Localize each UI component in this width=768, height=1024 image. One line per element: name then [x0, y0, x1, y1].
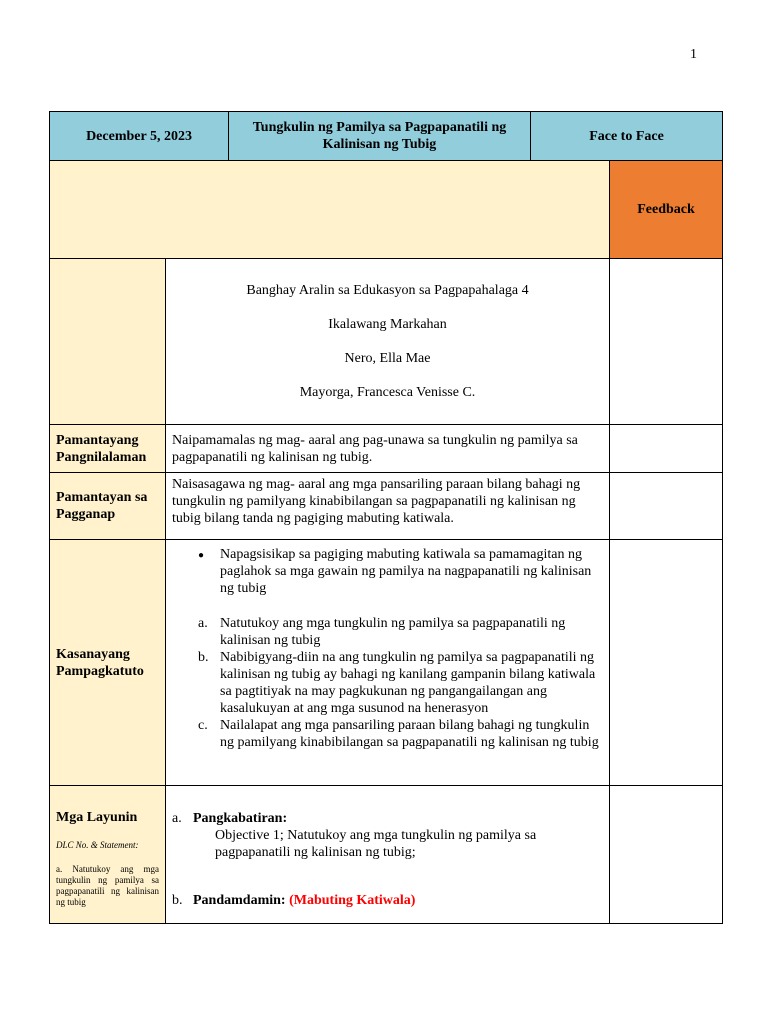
modality-cell: Face to Face [531, 112, 723, 161]
content-standard-text: Naipamamalas ng mag- aaral ang pag-unawa sa tungkulin ng pamilya sa pagpapanatili ng kalinisan ng tubig. [166, 425, 610, 473]
competency-item-list [172, 615, 603, 751]
competency-item-text: Nailalapat ang mga pansariling paraan bilang bahagi ng tungkulin ng pamilyang kinabibilangan sa pagpapanatili ng kalinisan ng tubig [220, 718, 599, 750]
feedback-row [50, 161, 723, 259]
performance-standard-text: Naisasagawa ng mag- aaral ang mga pansariling paraan bilang bahagi ng tungkulin ng pamilyang kinabibilangan sa pagpapanatili ng kalinisan ng tubig bilang tanda ng pagiging mabuting katiwala. [166, 473, 610, 540]
objective-b-highlight: (Mabuting Katiwala) [289, 893, 416, 908]
competency-item-marker: c. [198, 718, 208, 733]
objective-a-body: Objective 1; Natutukoy ang mga tungkulin ng pamilya sa pagpapanatili ng kalinisan ng tubig; [215, 828, 537, 860]
feedback-cell [610, 786, 723, 924]
topic-title: Tungkulin ng Pamilya sa Pagpapanatili ng Kalinisan ng Tubig [252, 120, 507, 152]
competency-item-text: Natutukoy ang mga tungkulin ng pamilya sa pagpapanatili ng kalinisan ng tubig [220, 616, 566, 648]
competency-label: Kasanayang Pampagkatuto [50, 540, 166, 786]
feedback-cell [610, 473, 723, 540]
competency-item-marker: b. [198, 650, 209, 665]
objectives-row [50, 786, 723, 924]
objective-a [166, 810, 609, 827]
competency-row [50, 540, 723, 786]
author-name-2: Mayorga, Francesca Venisse C. [299, 384, 476, 400]
feedback-cell [610, 425, 723, 473]
feedback-spacer [50, 161, 610, 259]
performance-standard-row [50, 473, 723, 540]
intro-row [50, 259, 723, 425]
performance-standard-label: Pamantayan sa Pagganap [50, 473, 166, 540]
objective-a-title: Pangkabatiran: [193, 811, 288, 826]
intro-cell [166, 259, 610, 425]
content-standard-row [50, 425, 723, 473]
content-standard-label: Pamantayang Pangnilalaman [50, 425, 166, 473]
feedback-header: Feedback [610, 161, 723, 259]
author-name-1: Nero, Ella Mae [344, 350, 431, 366]
competency-cell [166, 540, 610, 786]
intro-label-cell [50, 259, 166, 425]
page-number: 1 [690, 47, 697, 62]
subject-title: Banghay Aralin sa Edukasyon sa Pagpapahalaga 4 [246, 282, 529, 298]
dlc-text: a. Natutukoy ang mga tungkulin ng pamilya sa pagpapanatili ng kalinisan ng tubig [56, 864, 159, 907]
competency-item-marker: a. [198, 616, 208, 631]
objective-a-marker: a. [172, 811, 182, 826]
topic-cell [229, 112, 531, 161]
header-row [50, 112, 723, 161]
objective-b [166, 892, 609, 909]
lesson-plan-table [49, 111, 723, 924]
competency-bullet-list [172, 546, 603, 597]
objective-b-title: Pandamdamin: [193, 893, 286, 908]
competency-item-text: Nabibigyang-diin na ang tungkulin ng pamilya sa pagpapanatili ng kalinisan ng tubig ay bahagi ng kanilang gampanin bilang katiwala sa pagtitiyak na may pagkukunan ng pangangailangan ang kasalukuyan at ang mga susunod na henerasyon [220, 650, 596, 716]
quarter-label: Ikalawang Markahan [328, 316, 447, 332]
competency-item [198, 649, 603, 717]
objective-b-marker: b. [172, 893, 183, 908]
objectives-label-cell [50, 786, 166, 924]
competency-bullet: ● Napagsisikap sa pagiging mabuting katiwala sa pamamagitan ng paglahok sa mga gawain ng pamilya na nagpapanatili ng kalinisan ng tubig [220, 546, 603, 597]
dlc-label: DLC No. & Statement: [56, 840, 139, 850]
competency-item [198, 615, 603, 649]
objectives-cell [166, 786, 610, 924]
competency-item [198, 717, 603, 751]
date-cell: December 5, 2023 [50, 112, 229, 161]
feedback-cell [610, 540, 723, 786]
objectives-label: Mga Layunin [56, 810, 138, 825]
feedback-cell [610, 259, 723, 425]
